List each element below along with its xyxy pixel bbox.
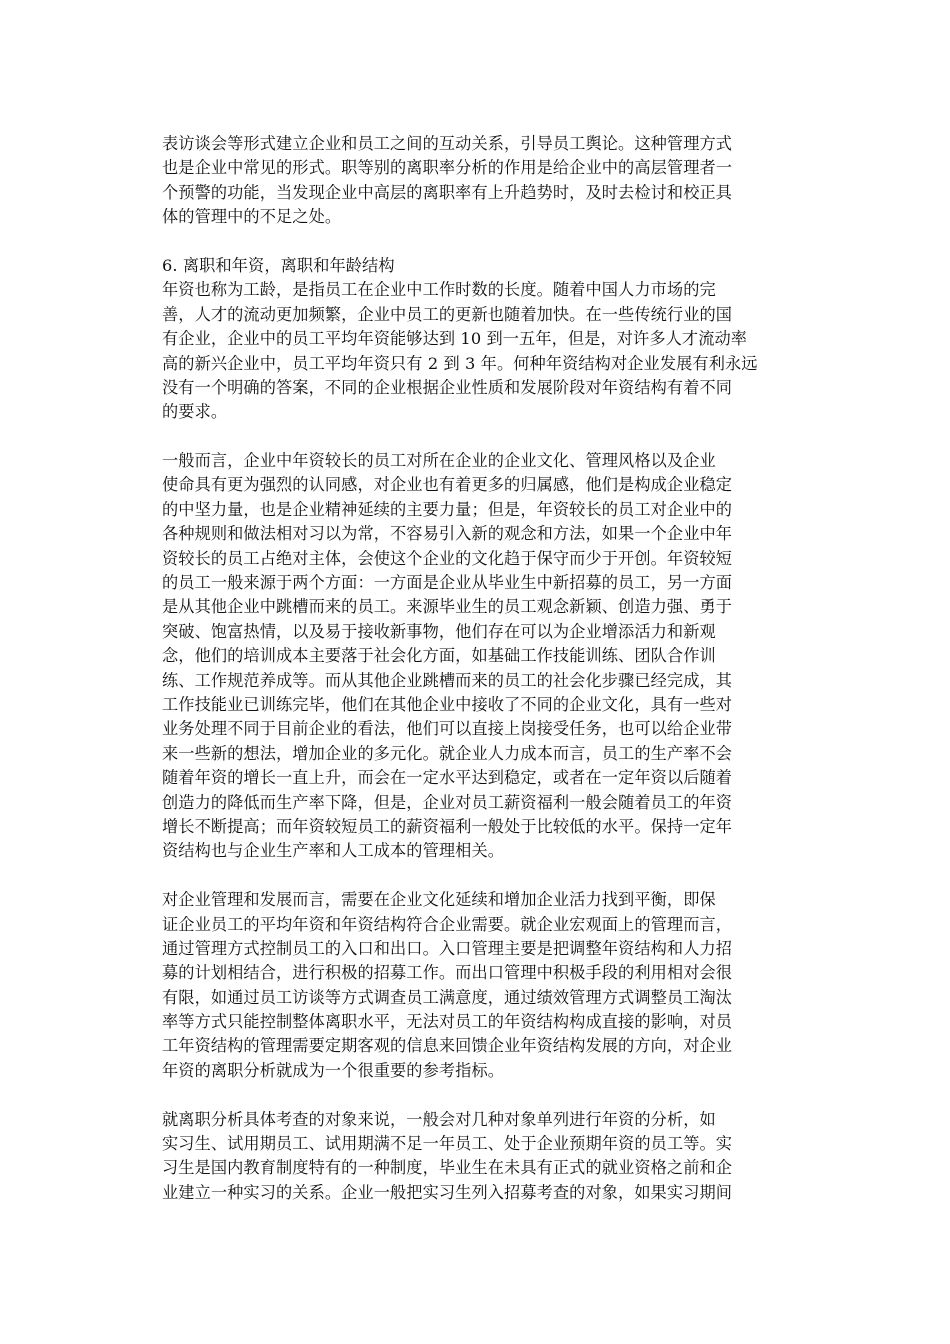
paragraph	[162, 888, 792, 1083]
text-line: 资较长的员工占绝对主体，会使这个企业的文化趋于保守而少于开创。年资较短	[162, 548, 733, 568]
text-line: 年资的离职分析就成为一个很重要的参考指标。	[162, 1060, 505, 1080]
text-line: 增长不断提高；而年资较短员工的薪资福利一般处于比较低的水平。保持一定年	[162, 816, 733, 836]
text-line: 突破、饱富热情，以及易于接收新事物，他们存在可以为企业增添活力和新观	[162, 621, 716, 641]
text-line: 个预警的功能，当发现企业中高层的离职率有上升趋势时，及时去检讨和校正具	[162, 182, 733, 202]
text-line: 体的管理中的不足之处。	[162, 207, 342, 227]
text-line: 没有一个明确的答案，不同的企业根据企业性质和发展阶段对年资结构有着不同	[162, 377, 733, 397]
text-line: 念，他们的培训成本主要落于社会化方面，如基础工作技能训练、团队合作训	[162, 646, 716, 666]
text-line: 证企业员工的平均年资和年资结构符合企业需要。就企业宏观面上的管理而言，	[162, 914, 733, 934]
text-line: 资结构也与企业生产率和人工成本的管理相关。	[162, 841, 505, 861]
text-line: 习生是国内教育制度特有的一种制度，毕业生在未具有正式的就业资格之前和企	[162, 1158, 733, 1178]
text-line: 通过管理方式控制员工的入口和出口。入口管理主要是把调整年资结构和人力招	[162, 938, 733, 958]
text-line: 业建立一种实习的关系。企业一般把实习生列入招募考查的对象，如果实习期间	[162, 1182, 733, 1202]
text-line: 率等方式只能控制整体离职水平，无法对员工的年资结构构成直接的影响，对员	[162, 1012, 733, 1032]
paragraph-spacer	[162, 1083, 792, 1107]
text-line: 募的计划相结合，进行积极的招募工作。而出口管理中积极手段的利用相对会很	[162, 963, 733, 983]
paragraph	[162, 1108, 792, 1206]
text-line: 创造力的降低而生产率下降，但是，企业对员工薪资福利一般会随着员工的年资	[162, 792, 733, 812]
text-line: 来一些新的想法，增加企业的多元化。就企业人力成本而言，员工的生产率不会	[162, 743, 733, 763]
paragraph-spacer	[162, 425, 792, 449]
paragraph-spacer	[162, 864, 792, 888]
text-line: 是从其他企业中跳槽而来的员工。来源毕业生的员工观念新颖、创造力强、勇于	[162, 597, 733, 617]
text-line: 各种规则和做法相对习以为常，不容易引入新的观念和方法，如果一个企业中年	[162, 524, 733, 544]
text-line: 也是企业中常见的形式。职等别的离职率分析的作用是给企业中的高层管理者一	[162, 158, 733, 178]
text-line: 工作技能业已训练完毕，他们在其他企业中接收了不同的企业文化，具有一些对	[162, 694, 733, 714]
paragraph	[162, 449, 792, 864]
text-line: 有限，如通过员工访谈等方式调查员工满意度，通过绩效管理方式调整员工淘汰	[162, 987, 733, 1007]
text-line: 表访谈会等形式建立企业和员工之间的互动关系，引导员工舆论。这种管理方式	[162, 134, 733, 153]
text-line: 随着年资的增长一直上升，而会在一定水平达到稳定，或者在一定年资以后随着	[162, 768, 733, 788]
text-line: 年资也称为工龄，是指员工在企业中工作时数的长度。随着中国人力市场的完	[162, 280, 716, 300]
text-line: 一般而言，企业中年资较长的员工对所在企业的企业文化、管理风格以及企业	[162, 451, 716, 471]
text-line: 对企业管理和发展而言，需要在企业文化延续和增加企业活力找到平衡，即保	[162, 890, 716, 910]
text-line: 的中坚力量，也是企业精神延续的主要力量；但是，年资较长的员工对企业中的	[162, 499, 733, 519]
text-line: 练、工作规范养成等。而从其他企业跳槽而来的员工的社会化步骤已经完成，其	[162, 670, 733, 690]
paragraph-spacer	[162, 230, 792, 254]
text-line: 的员工一般来源于两个方面：一方面是企业从毕业生中新招募的员工，另一方面	[162, 573, 733, 593]
text-line: 使命具有更为强烈的认同感，对企业也有着更多的归属感，他们是构成企业稳定	[162, 475, 733, 495]
text-line: 就离职分析具体考查的对象来说，一般会对几种对象单列进行年资的分析，如	[162, 1109, 716, 1129]
section	[162, 254, 792, 425]
section-heading: 6. 离职和年资，离职和年龄结构	[162, 255, 395, 275]
text-line: 善，人才的流动更加频繁，企业中员工的更新也随着加快。在一些传统行业的国	[162, 304, 733, 324]
text-line: 业务处理不同于目前企业的看法，他们可以直接上岗接受任务，也可以给企业带	[162, 719, 733, 739]
text-line: 有企业，企业中的员工平均年资能够达到 10 到一五年，但是，对许多人才流动率	[162, 329, 748, 349]
text-line: 的要求。	[162, 402, 228, 422]
paragraph	[162, 132, 792, 230]
text-line: 工年资结构的管理需要定期客观的信息来回馈企业年资结构发展的方向，对企业	[162, 1036, 733, 1056]
text-line: 实习生、试用期员工、试用期满不足一年员工、处于企业预期年资的员工等。实	[162, 1134, 733, 1154]
document-page	[162, 132, 792, 1205]
text-line: 高的新兴企业中，员工平均年资只有 2 到 3 年。何种年资结构对企业发展有利永远	[162, 353, 758, 373]
